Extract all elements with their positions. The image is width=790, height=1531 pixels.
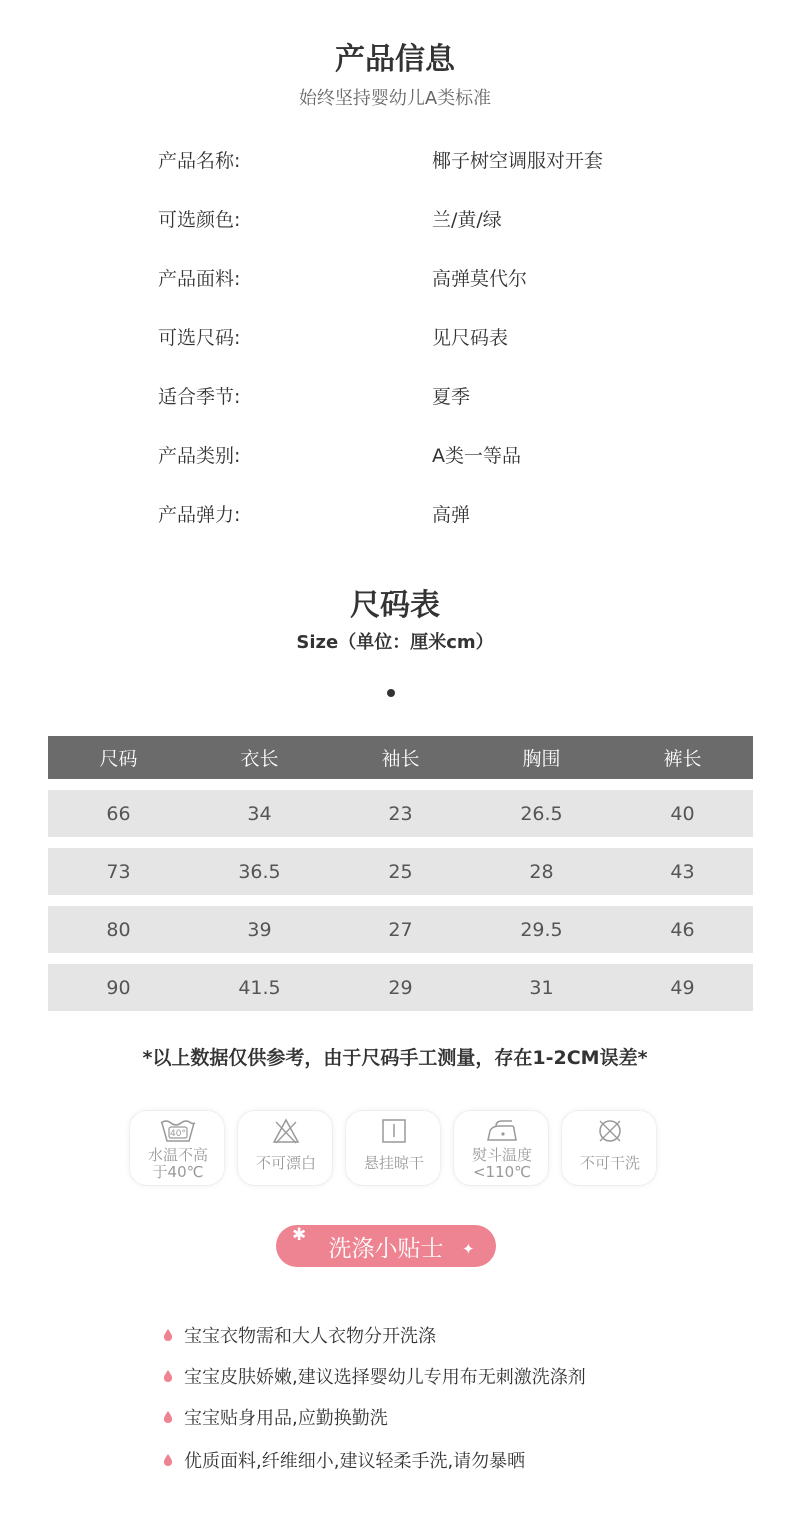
info-label: 产品类别: <box>158 445 241 467</box>
table-cell: 66 <box>106 802 131 825</box>
info-row <box>158 146 658 176</box>
wash-temp-badge: 40° <box>170 1129 186 1139</box>
info-label: 产品名称: <box>158 150 241 172</box>
table-cell: 40 <box>670 802 695 825</box>
table-cell: 80 <box>106 918 131 941</box>
table-cell: 29 <box>388 976 413 999</box>
table-cell: 43 <box>670 860 695 883</box>
wash-40-icon <box>130 1117 226 1147</box>
info-row <box>158 382 658 412</box>
info-value: 兰/黄/绿 <box>432 209 502 231</box>
care-label-line: <110℃ <box>472 1163 532 1181</box>
size-chart-subtitle: Size（单位：厘米cm） <box>296 632 494 653</box>
table-cell: 31 <box>529 976 554 999</box>
table-cell: 90 <box>106 976 131 999</box>
header-cell: 衣长 <box>240 748 279 770</box>
header-cell: 裤长 <box>663 748 702 770</box>
info-value: 高弹 <box>432 504 471 526</box>
table-cell: 49 <box>670 976 695 999</box>
info-value: 见尺码表 <box>432 327 509 349</box>
info-row <box>158 441 658 471</box>
table-cell: 34 <box>247 802 272 825</box>
info-row <box>158 323 658 353</box>
info-row <box>158 264 658 294</box>
care-label <box>454 1147 550 1181</box>
no-bleach-icon <box>238 1117 334 1147</box>
table-cell: 41.5 <box>238 976 281 999</box>
info-value: A类一等品 <box>432 445 521 467</box>
table-row <box>48 906 753 953</box>
product-info-subtitle: 始终坚持婴幼儿A类标准 <box>298 88 492 109</box>
table-cell: 73 <box>106 860 131 883</box>
tip-text: 宝宝衣物需和大人衣物分开洗涤 <box>184 1326 436 1347</box>
table-cell: 46 <box>670 918 695 941</box>
table-cell: 29.5 <box>520 918 563 941</box>
info-label: 可选颜色: <box>158 209 241 231</box>
info-label: 可选尺码: <box>158 327 241 349</box>
droplet-icon <box>162 1369 174 1383</box>
droplet-icon <box>162 1328 174 1342</box>
star-icon: ✦ <box>462 1240 475 1258</box>
care-hang-dry <box>345 1110 441 1186</box>
info-value: 夏季 <box>432 386 471 408</box>
info-row <box>158 205 658 235</box>
size-chart-title: 尺码表 <box>350 588 440 623</box>
header-cell: 袖长 <box>381 748 420 770</box>
care-no-dry-clean <box>561 1110 657 1186</box>
table-cell: 23 <box>388 802 413 825</box>
info-label: 产品弹力: <box>158 504 241 526</box>
divider-dot <box>387 689 395 697</box>
table-cell: 27 <box>388 918 413 941</box>
header-cell: 胸围 <box>522 748 561 770</box>
table-row <box>48 848 753 895</box>
measurement-note: *以上数据仅供参考，由于尺码手工测量，存在1-2CM误差* <box>142 1047 648 1069</box>
care-iron <box>453 1110 549 1186</box>
care-label: 悬挂晾干 <box>363 1154 424 1172</box>
info-value: 椰子树空调服对开套 <box>432 150 604 172</box>
table-cell: 28 <box>529 860 554 883</box>
no-dry-clean-icon <box>562 1117 658 1147</box>
tip-text: 优质面料,纤维细小,建议轻柔手洗,请勿暴晒 <box>184 1451 526 1472</box>
hang-dry-icon <box>346 1117 442 1147</box>
care-label-line: 熨斗温度 <box>471 1146 532 1164</box>
table-row <box>48 964 753 1011</box>
table-cell: 25 <box>388 860 413 883</box>
care-no-bleach <box>237 1110 333 1186</box>
size-table-header <box>48 736 753 779</box>
iron-icon <box>454 1117 550 1147</box>
tip-text: 宝宝皮肤娇嫩,建议选择婴幼儿专用布无刺激洗涤剂 <box>184 1367 586 1388</box>
table-cell: 39 <box>247 918 272 941</box>
washing-tips-title: 洗涤小贴士 <box>328 1235 444 1262</box>
care-wash-40 <box>129 1110 225 1186</box>
care-label-line: 于40℃ <box>152 1163 204 1181</box>
table-cell: 26.5 <box>520 802 563 825</box>
droplet-icon <box>162 1453 174 1467</box>
washing-tips-badge <box>276 1225 496 1267</box>
care-label <box>130 1147 226 1181</box>
info-row <box>158 500 658 530</box>
table-cell: 36.5 <box>238 860 281 883</box>
star-icon: ✱ <box>292 1225 307 1245</box>
info-value: 高弹莫代尔 <box>432 268 528 290</box>
care-label: 不可漂白 <box>255 1154 316 1172</box>
product-info-title: 产品信息 <box>335 42 455 77</box>
info-label: 适合季节: <box>158 386 241 408</box>
tip-text: 宝宝贴身用品,应勤换勤洗 <box>184 1408 388 1429</box>
care-label-line: 水温不高 <box>147 1146 208 1164</box>
droplet-icon <box>162 1410 174 1424</box>
care-label: 不可干洗 <box>579 1154 640 1172</box>
info-label: 产品面料: <box>158 268 241 290</box>
header-cell: 尺码 <box>99 748 138 770</box>
table-row <box>48 790 753 837</box>
